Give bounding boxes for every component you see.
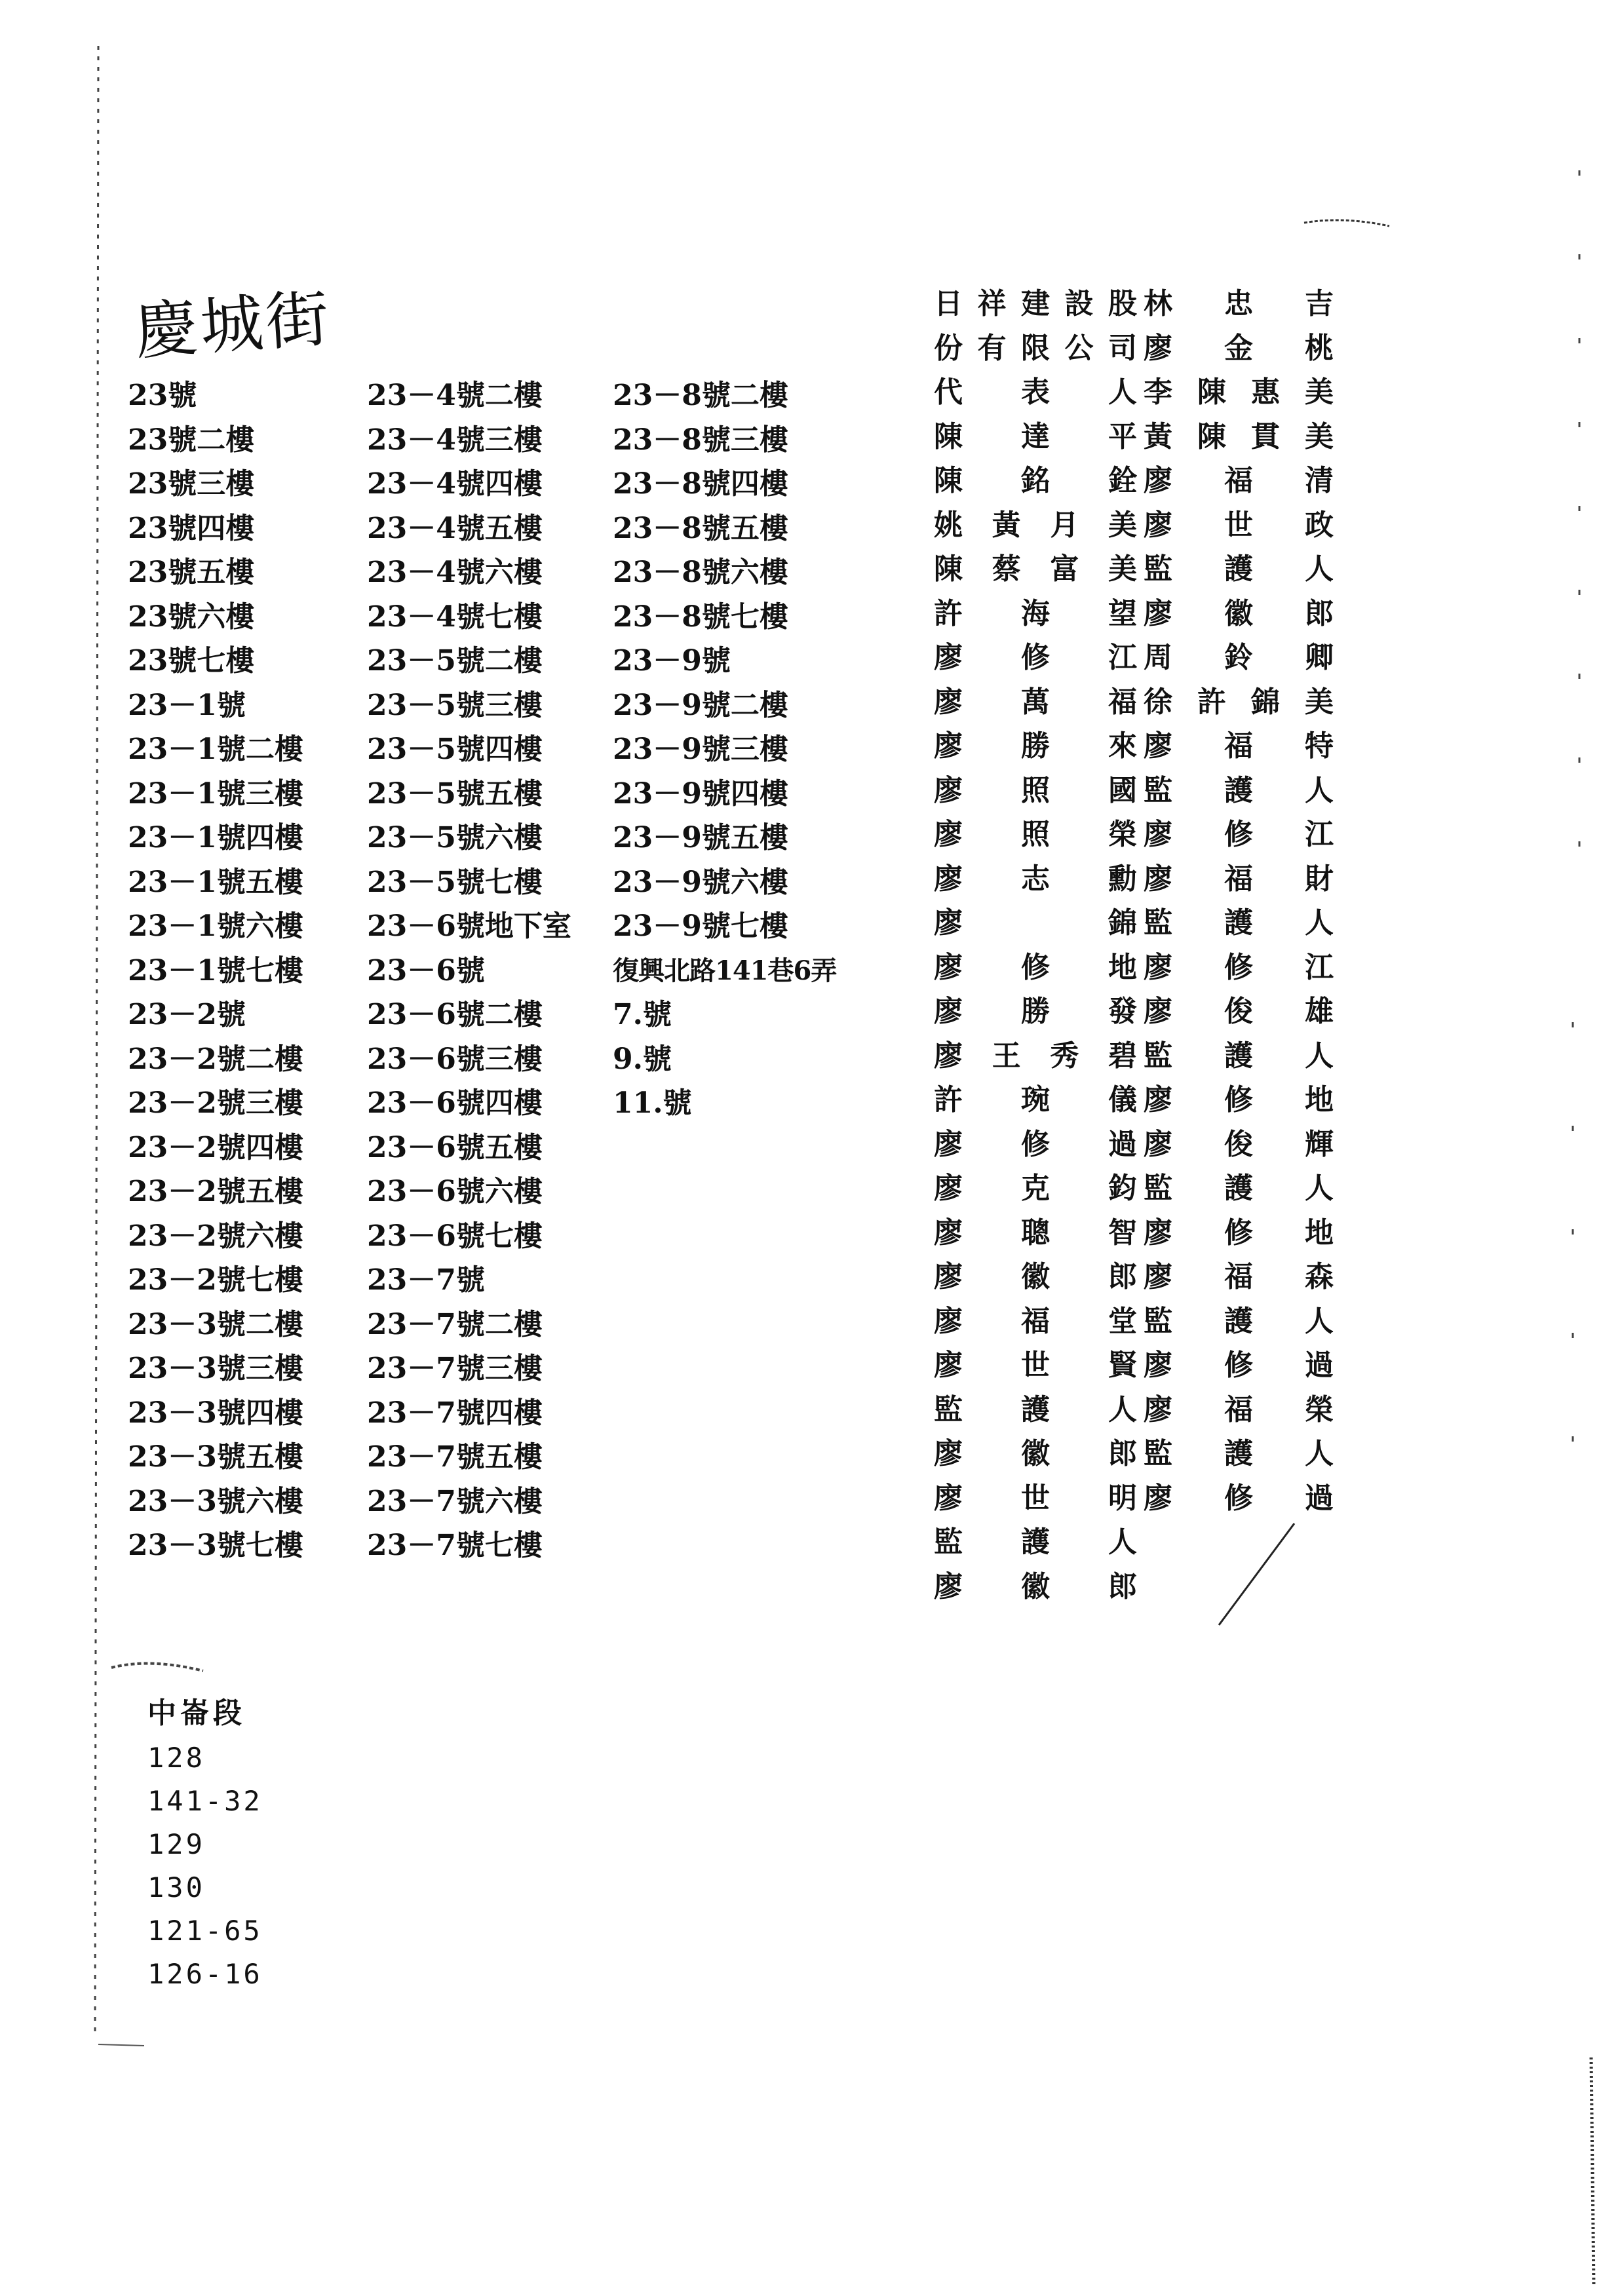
address-entry: 23－2號五樓 [128, 1175, 303, 1208]
address-entry: 23－6號 [367, 953, 485, 987]
owner-name: 李 陳 惠 美 [1144, 375, 1334, 409]
address-entry: 23－7號七樓 [367, 1529, 543, 1562]
owner-name: 日 祥 建 設 股 [934, 287, 1137, 320]
owner-name: 廖 萬 福 [934, 685, 1137, 719]
land-section-title: 中崙段 [147, 1696, 246, 1730]
address-entry: 23－9號五樓 [613, 821, 788, 854]
owner-name: 廖 福 森 [1144, 1260, 1334, 1293]
address-entry: 23－2號六樓 [128, 1219, 303, 1253]
owner-name: 監 護 人 [1144, 1437, 1334, 1470]
address-entry: 23－1號七樓 [128, 953, 303, 987]
address-column-2 [367, 373, 571, 1568]
address-entry: 23－1號三樓 [128, 776, 303, 811]
owner-name: 監 護 人 [1144, 1304, 1334, 1338]
land-lot-number: 129 [147, 1828, 205, 1860]
right-edge-torn [1591, 2057, 1594, 2287]
address-entry: 23－4號四樓 [367, 467, 543, 501]
address-entry: 23－7號五樓 [367, 1440, 543, 1474]
owner-name: 許 琬 儀 [934, 1083, 1137, 1117]
owner-name: 黃 陳 貫 美 [1144, 419, 1334, 453]
address-entry: 23－7號 [367, 1263, 485, 1297]
owner-name: 廖 修 江 [934, 641, 1137, 674]
owner-names-right-column [1144, 282, 1334, 1520]
owner-name: 廖 福 財 [1144, 862, 1334, 896]
owner-name: 廖 修 地 [1144, 1215, 1334, 1250]
owner-name: 廖 徽 郎 [934, 1437, 1137, 1470]
address-entry: 23－8號七樓 [613, 600, 788, 634]
address-entry: 23－9號四樓 [613, 776, 788, 811]
owner-name: 監 護 人 [934, 1525, 1137, 1559]
bottom-edge-stub [98, 2044, 144, 2046]
owner-name: 廖 徽 郎 [934, 1569, 1137, 1603]
land-lot-number: 130 [147, 1871, 205, 1904]
owner-name: 廖 修 過 [1144, 1481, 1334, 1515]
address-entry: 23－6號六樓 [367, 1175, 543, 1208]
owner-name: 份 有 限 公 司 [934, 331, 1137, 365]
address-entry: 23－5號四樓 [367, 733, 543, 766]
address-entry: 23－6號四樓 [367, 1086, 543, 1120]
address-entry: 23號七樓 [128, 644, 255, 678]
owner-name: 廖 照 國 [934, 773, 1137, 807]
land-section-list [147, 1691, 263, 1996]
owner-name: 廖 修 地 [934, 950, 1137, 984]
address-entry: 23－9號 [613, 644, 731, 678]
owner-name: 許 海 望 [934, 596, 1137, 630]
address-entry: 23－6號二樓 [367, 998, 543, 1031]
owner-name: 監 護 人 [934, 1392, 1137, 1426]
address-entry: 23－5號六樓 [367, 821, 543, 854]
address-entry: 23－4號五樓 [367, 511, 543, 545]
address-column-1 [128, 373, 303, 1568]
address-entry: 23－6號七樓 [367, 1219, 543, 1253]
address-entry: 23－8號四樓 [613, 467, 788, 501]
address-entry: 23－8號二樓 [613, 379, 788, 412]
address-entry: 23－3號五樓 [128, 1440, 303, 1474]
stamp-smudge [111, 1664, 203, 1671]
left-binding-edge [95, 46, 98, 2038]
address-entry: 23－4號六樓 [367, 556, 543, 589]
owner-name: 廖 徽 郎 [1144, 596, 1334, 630]
address-entry: 23－3號三樓 [128, 1352, 303, 1385]
address-entry: 23－9號七樓 [613, 909, 788, 943]
address-entry: 23－1號六樓 [128, 909, 303, 943]
owner-name: 廖 聰 智 [934, 1215, 1137, 1250]
land-lot-number: 128 [147, 1742, 205, 1774]
owner-name: 陳 蔡 富 美 [934, 552, 1137, 586]
owner-name: 廖 修 地 [1144, 1083, 1334, 1117]
owner-name: 監 護 人 [1144, 552, 1334, 586]
owner-name: 廖 金 桃 [1144, 331, 1334, 365]
owner-name: 代 表 人 [934, 375, 1137, 409]
address-entry: 23號二樓 [128, 423, 255, 457]
address-entry: 23號 [128, 379, 197, 412]
land-lot-number: 141-32 [147, 1785, 263, 1817]
owner-name: 廖 福 榮 [1144, 1392, 1334, 1426]
owner-name: 廖 世 明 [934, 1481, 1137, 1515]
address-entry: 23－1號五樓 [128, 865, 303, 899]
owner-name: 廖 修 江 [1144, 950, 1334, 984]
address-column-3 [613, 373, 836, 1126]
address-entry: 23－4號七樓 [367, 600, 543, 634]
address-entry: 23－6號地下室 [367, 909, 571, 943]
address-entry: 23－2號七樓 [128, 1263, 303, 1297]
owner-name: 監 護 人 [1144, 1039, 1334, 1073]
owner-name: 廖 俊 輝 [1144, 1127, 1334, 1161]
address-entry: 23－3號二樓 [128, 1307, 303, 1341]
owner-name: 廖 福 清 [1144, 464, 1334, 497]
owner-name: 廖 修 過 [1144, 1349, 1334, 1382]
owner-name: 徐 許 錦 美 [1144, 685, 1334, 719]
address-entry: 23－3號六樓 [128, 1484, 303, 1518]
owner-name: 廖 福 特 [1144, 729, 1334, 763]
owner-name: 廖 照 榮 [934, 818, 1137, 851]
address-entry: 23－1號二樓 [128, 733, 303, 766]
address-entry: 23－2號二樓 [128, 1042, 303, 1076]
owner-name: 廖 徽 郎 [934, 1260, 1137, 1293]
owner-name: 廖 克 鈞 [934, 1172, 1137, 1205]
address-entry: 11.號 [613, 1086, 692, 1120]
address-entry: 23－9號三樓 [613, 733, 788, 766]
owner-name: 廖 勝 來 [934, 729, 1137, 763]
address-entry: 23－1號 [128, 688, 246, 722]
address-entry: 23－2號 [128, 998, 246, 1031]
owner-name: 廖 世 賢 [934, 1349, 1137, 1382]
address-entry: 23－6號三樓 [367, 1042, 543, 1076]
owner-name: 林 忠 吉 [1144, 287, 1334, 320]
land-lot-number: 126-16 [147, 1958, 263, 1990]
address-entry: 23－3號七樓 [128, 1529, 303, 1562]
address-entry: 23－4號三樓 [367, 423, 543, 457]
address-entry: 23－8號五樓 [613, 511, 788, 545]
owner-name: 廖 王 秀 碧 [934, 1039, 1137, 1073]
address-entry: 23－7號六樓 [367, 1484, 543, 1518]
handwritten-slash [1219, 1523, 1294, 1625]
address-entry: 23－7號二樓 [367, 1307, 543, 1341]
address-entry: 23－7號四樓 [367, 1396, 543, 1430]
address-entry: 23－4號二樓 [367, 379, 543, 412]
owner-name: 廖 錦 [934, 906, 1137, 940]
address-entry: 23－2號三樓 [128, 1086, 303, 1120]
owner-name: 陳 達 平 [934, 419, 1137, 453]
land-lot-numbers [147, 1736, 263, 1996]
address-entry: 23－5號三樓 [367, 688, 543, 722]
address-entry: 復興北路141巷6弄 [613, 955, 837, 986]
address-entry: 7.號 [613, 998, 672, 1031]
owner-name: 姚 黃 月 美 [934, 508, 1137, 542]
owner-name: 陳 銘 銓 [934, 464, 1137, 497]
owner-name: 廖 修 過 [934, 1127, 1137, 1161]
address-entry: 23－2號四樓 [128, 1130, 303, 1164]
owner-name: 監 護 人 [1144, 1172, 1334, 1205]
address-entry: 23－7號三樓 [367, 1352, 543, 1385]
address-entry: 23號三樓 [128, 467, 255, 501]
address-entry: 23－9號二樓 [613, 688, 788, 722]
owner-name: 廖 俊 雄 [1144, 995, 1334, 1028]
street-title: 慶城街 [132, 281, 334, 369]
land-lot-number: 121-65 [147, 1915, 263, 1947]
address-entry: 23號五樓 [128, 556, 255, 589]
owner-name: 廖 志 勳 [934, 862, 1137, 896]
owner-name: 廖 世 政 [1144, 508, 1334, 542]
address-entry: 23－5號七樓 [367, 865, 543, 899]
address-entry: 23－8號三樓 [613, 423, 788, 457]
address-entry: 23－5號二樓 [367, 644, 543, 678]
address-entry: 23－3號四樓 [128, 1396, 303, 1430]
owner-name: 廖 修 江 [1144, 818, 1334, 851]
owner-name: 監 護 人 [1144, 773, 1334, 807]
owner-name: 監 護 人 [1144, 906, 1334, 940]
address-entry: 23－1號四樓 [128, 821, 303, 854]
owner-name: 廖 勝 發 [934, 995, 1137, 1028]
address-entry: 23－8號六樓 [613, 556, 788, 589]
address-entry: 23－9號六樓 [613, 865, 788, 899]
owner-name: 廖 福 堂 [934, 1304, 1137, 1338]
address-entry: 23－5號五樓 [367, 776, 543, 811]
owner-names-left-column [934, 282, 1137, 1609]
address-entry: 23號四樓 [128, 511, 255, 545]
address-entry: 23－6號五樓 [367, 1130, 543, 1164]
address-entry: 9.號 [613, 1042, 672, 1076]
owner-name: 周 鈴 卿 [1144, 641, 1334, 674]
address-entry: 23號六樓 [128, 600, 255, 634]
top-right-stamp-mark [1304, 220, 1389, 226]
